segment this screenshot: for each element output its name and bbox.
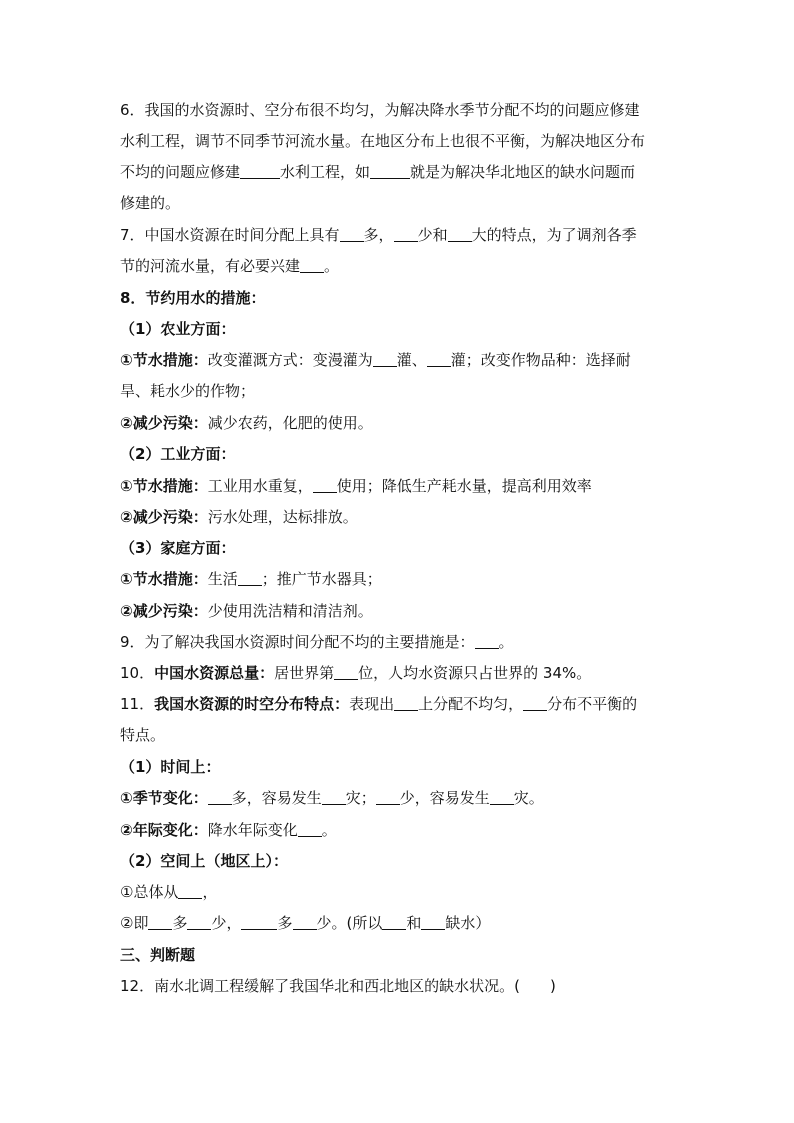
answer-blank xyxy=(373,351,397,367)
q8-title: 8．节约用水的措施： xyxy=(120,289,266,307)
q11-time-heading: （1）时间上： xyxy=(120,758,221,776)
q6-line4: 修建的。 xyxy=(120,194,181,212)
q10-line: 10．中国水资源总量：居世界第 位，人均水资源只占世界的 34%。 xyxy=(120,664,592,682)
section-title: 三、判断题 xyxy=(120,946,196,964)
answer-blank xyxy=(370,163,410,179)
q11-line2: 特点。 xyxy=(120,726,166,744)
q12-line: 12．南水北调工程缓解了我国华北和西北地区的缺水状况。( ) xyxy=(120,977,556,995)
q8-agri-heading: （1）农业方面： xyxy=(120,320,236,338)
answer-blank xyxy=(394,226,418,242)
q8-industry-pollution: ②减少污染：污水处理，达标排放。 xyxy=(120,508,358,526)
q9-line: 9．为了解决我国水资源时间分配不均的主要措施是： 。 xyxy=(120,633,514,651)
answer-blank xyxy=(178,883,202,899)
q11-space-heading: （2）空间上（地区上）： xyxy=(120,852,288,870)
q6-line2: 水利工程，调节不同季节河流水量。在地区分布上也很不平衡，为解决地区分布 xyxy=(120,132,646,150)
answer-blank xyxy=(208,789,232,805)
answer-blank xyxy=(322,789,346,805)
q8-home-heading: （3）家庭方面： xyxy=(120,539,236,557)
answer-blank xyxy=(148,914,172,930)
answer-blank xyxy=(490,789,514,805)
q11-line1: 11．我国水资源的时空分布特点：表现出 上分配不均匀， 分布不平衡的 xyxy=(120,695,638,713)
q8-agri-save-line2: 旱、耗水少的作物； xyxy=(120,382,256,400)
q8-industry-heading: （2）工业方面： xyxy=(120,445,236,463)
answer-blank xyxy=(298,821,322,837)
answer-blank xyxy=(394,695,418,711)
q8-agri-pollution: ②减少污染：减少农药，化肥的使用。 xyxy=(120,414,373,432)
answer-blank xyxy=(427,351,451,367)
answer-blank xyxy=(523,695,547,711)
answer-blank xyxy=(238,570,262,586)
q8-industry-save: ①节水措施：工业用水重复， 使用；降低生产耗水量，提高利用效率 xyxy=(120,477,592,495)
q6-line3: 不均的问题应修建 水利工程，如 就是为解决华北地区的缺水问题而 xyxy=(120,163,636,181)
answer-blank xyxy=(475,633,499,649)
q8-home-pollution: ②减少污染：少使用洗洁精和清洁剂。 xyxy=(120,602,373,620)
answer-blank xyxy=(241,914,277,930)
q11-space1: ①总体从 ， xyxy=(120,883,218,901)
answer-blank xyxy=(448,226,472,242)
q11-year: ②年际变化：降水年际变化 。 xyxy=(120,821,337,839)
answer-blank xyxy=(334,664,358,680)
answer-blank xyxy=(421,914,445,930)
q7-line2: 节的河流水量，有必要兴建 。 xyxy=(120,257,340,275)
answer-blank xyxy=(340,226,364,242)
q8-home-save: ①节水措施：生活 ；推广节水器具； xyxy=(120,570,382,588)
answer-blank xyxy=(376,789,400,805)
q6-line1: 6．我国的水资源时、空分布很不均匀，为解决降水季节分配不均的问题应修建 xyxy=(120,101,640,119)
q7-line1: 7．中国水资源在时间分配上具有 多， 少和 大的特点，为了调剂各季 xyxy=(120,226,637,244)
answer-blank xyxy=(313,477,337,493)
q11-space2: ②即 多 少， 多 少。(所以 和 缺水） xyxy=(120,914,491,932)
answer-blank xyxy=(382,914,406,930)
answer-blank xyxy=(293,914,317,930)
answer-blank xyxy=(187,914,211,930)
q11-season: ①季节变化： 多，容易发生 灾； 少，容易发生 灾。 xyxy=(120,789,544,807)
answer-blank xyxy=(240,163,280,179)
answer-blank xyxy=(300,257,324,273)
q8-agri-save: ①节水措施：改变灌溉方式：变漫灌为 灌、 灌；改变作物品种：选择耐 xyxy=(120,351,631,369)
